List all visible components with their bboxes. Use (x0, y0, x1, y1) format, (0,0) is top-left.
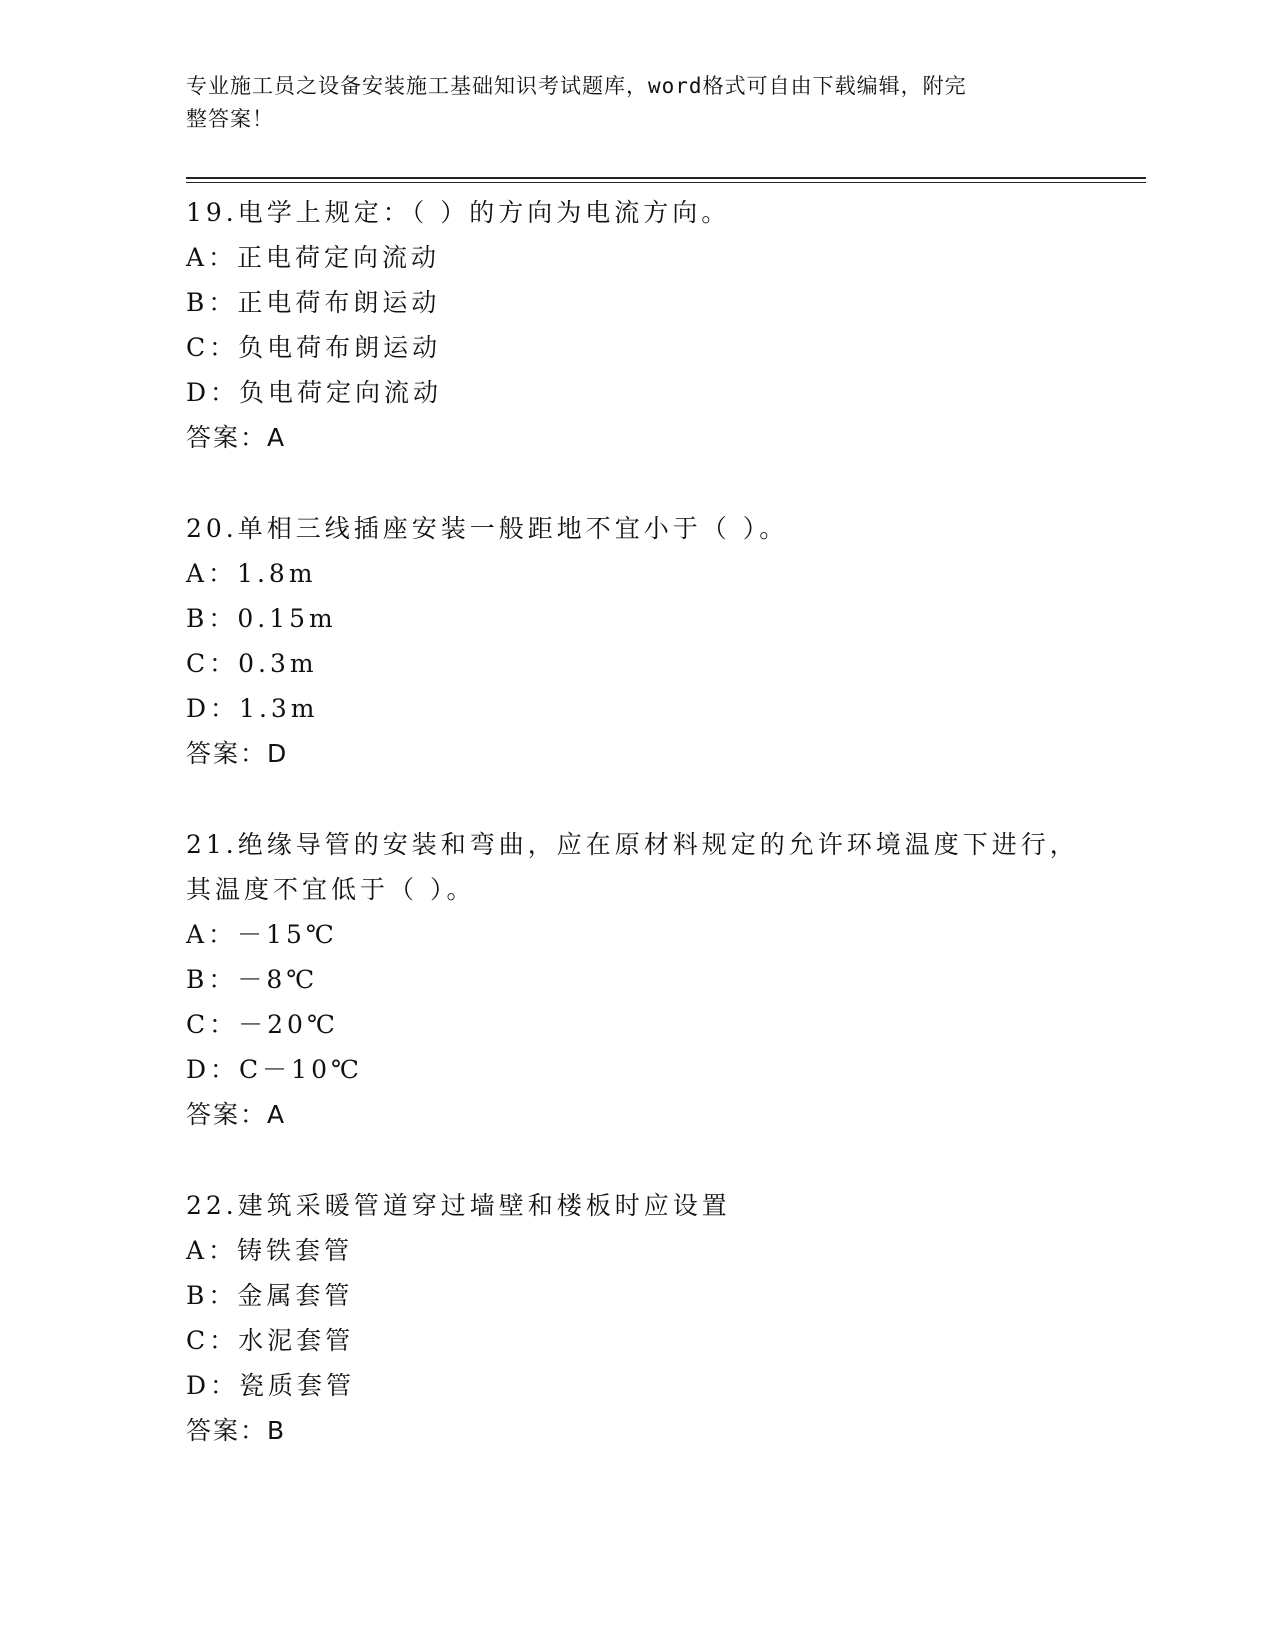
option-d: D：负电荷定向流动 (186, 378, 443, 407)
option-c: C：水泥套管 (186, 1326, 355, 1355)
question-19 (186, 190, 1146, 460)
question-stem: 19.电学上规定：（ ）的方向为电流方向。 (186, 198, 731, 227)
option-b: B：正电荷布朗运动 (186, 288, 441, 317)
header-divider-thick (186, 177, 1146, 179)
header-line-1: 专业施工员之设备安装施工基础知识考试题库，word格式可自由下载编辑，附完 (186, 74, 967, 98)
question-20 (186, 506, 1146, 776)
header-line-2: 整答案！ (186, 107, 274, 131)
option-a: A：1.8m (186, 559, 317, 588)
option-b: B：金属套管 (186, 1281, 354, 1310)
question-stem: 22.建筑采暖管道穿过墙壁和楼板时应设置 (186, 1191, 731, 1220)
question-stem: 20.单相三线插座安装一般距地不宜小于（ ）。 (186, 514, 789, 543)
option-b: B：0.15m (186, 604, 337, 633)
option-c: C：负电荷布朗运动 (186, 333, 442, 362)
answer-label: 答案：A (186, 1100, 287, 1129)
option-a: A：－15℃ (186, 920, 338, 949)
header-divider-thin (186, 182, 1146, 183)
question-21 (186, 822, 1146, 1137)
question-list (186, 190, 1146, 1499)
document-header (186, 70, 1066, 136)
answer-label: 答案：B (186, 1416, 287, 1445)
option-c: C：0.3m (186, 649, 318, 678)
option-d: D：瓷质套管 (186, 1371, 356, 1400)
option-d: D：C－10℃ (186, 1055, 363, 1084)
question-22 (186, 1183, 1146, 1453)
answer-label: 答案：A (186, 423, 287, 452)
option-a: A：铸铁套管 (186, 1236, 354, 1265)
option-a: A：正电荷定向流动 (186, 243, 441, 272)
answer-label: 答案：D (186, 739, 289, 768)
question-stem-line-2: 其温度不宜低于（ ）。 (186, 875, 476, 904)
option-d: D：1.3m (186, 694, 319, 723)
option-c: C：－20℃ (186, 1010, 339, 1039)
question-stem-line-1: 21.绝缘导管的安装和弯曲，应在原材料规定的允许环境温度下进行， (186, 830, 1079, 859)
option-b: B：－8℃ (186, 965, 319, 994)
